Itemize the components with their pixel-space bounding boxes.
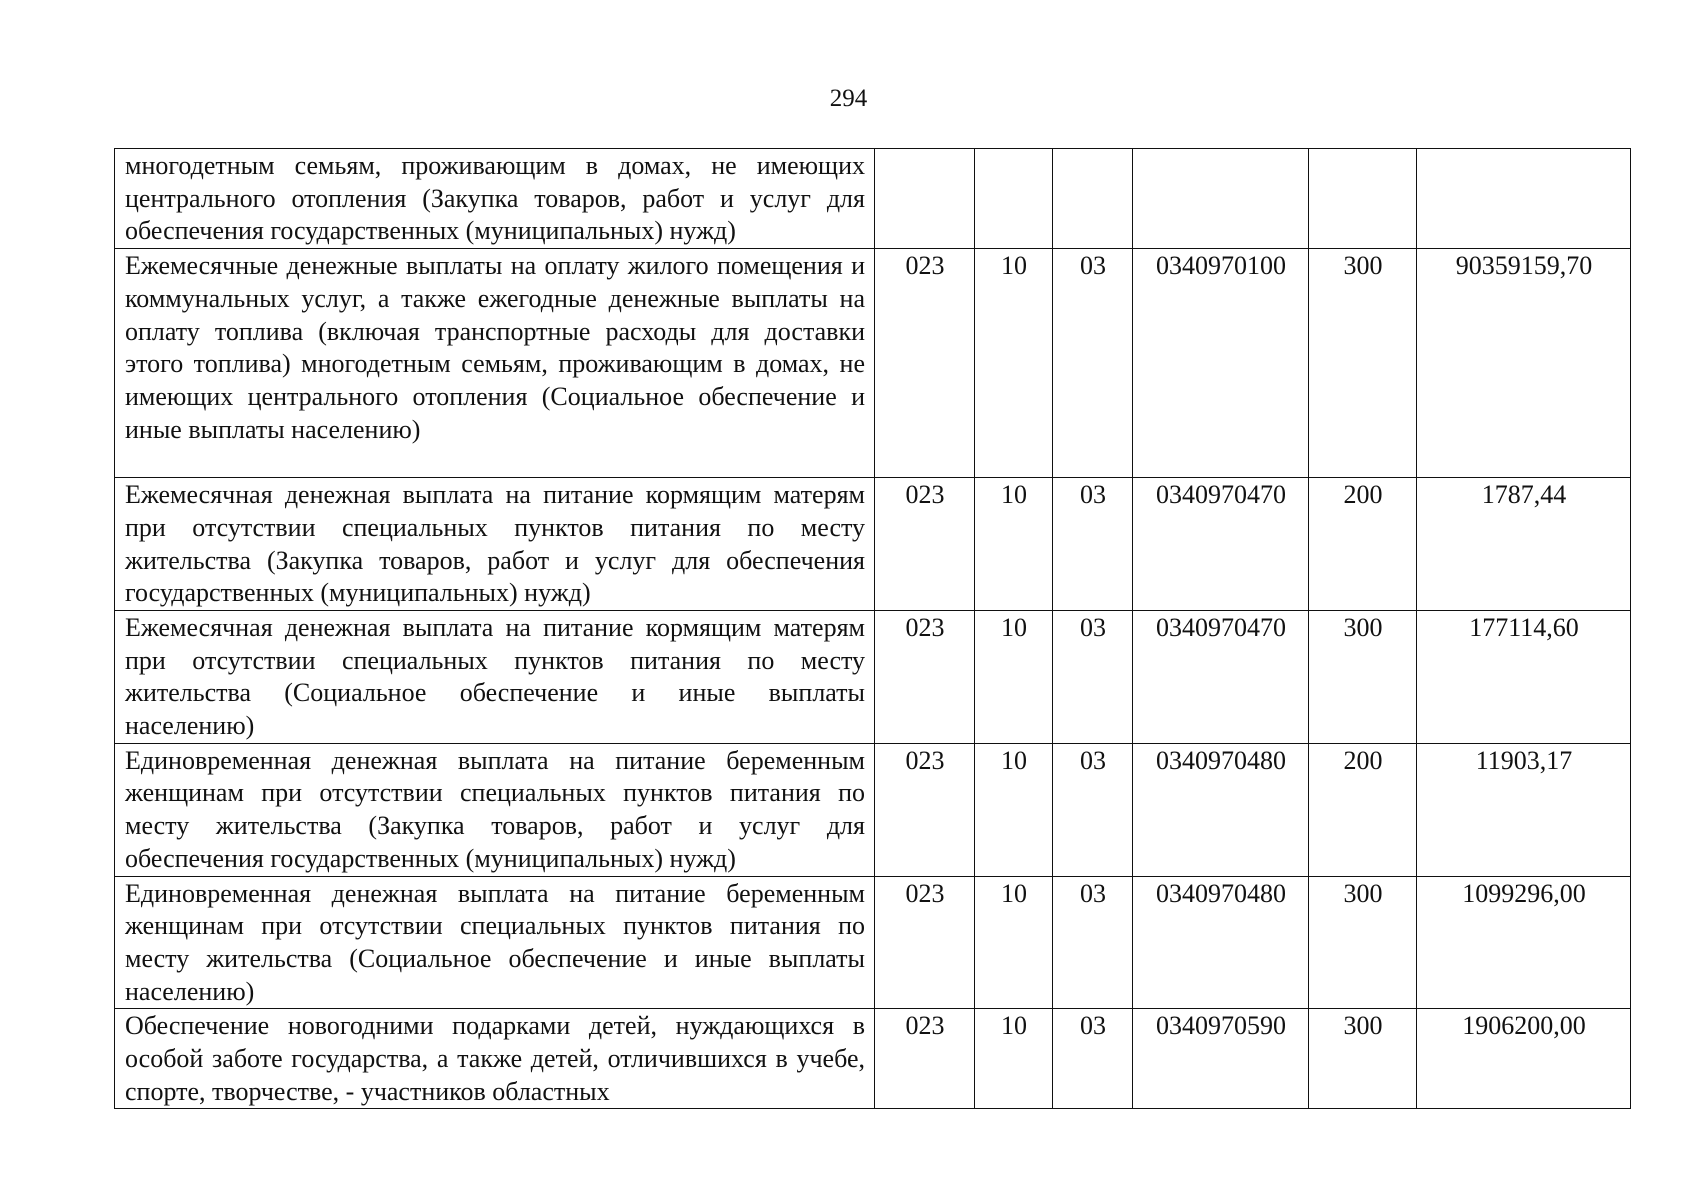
- target-item-code: 0340970590: [1133, 1009, 1309, 1109]
- table-row: [115, 478, 1631, 611]
- ministry-code: 023: [875, 876, 975, 1009]
- table-row: [115, 743, 1631, 876]
- target-item-code: 0340970470: [1133, 478, 1309, 611]
- subsection-code: 03: [1053, 743, 1133, 876]
- section-code: 10: [975, 249, 1053, 478]
- ministry-code: 023: [875, 478, 975, 611]
- budget-table: [114, 148, 1631, 1109]
- section-code: 10: [975, 743, 1053, 876]
- amount: [1417, 149, 1631, 249]
- row-description: Ежемесячные денежные выплаты на оплату жилого помещения и коммунальных услуг, а также ежегодные денежные выплаты на оплату топлива (включая транспортные расходы для доставки этого топлива) многодетным семьям, проживающим в домах, не имеющих центрального отопления (Социальное обеспечение и иные выплаты населению): [115, 249, 875, 478]
- target-item-code: 0340970470: [1133, 610, 1309, 743]
- subsection-code: 03: [1053, 478, 1133, 611]
- amount: 90359159,70: [1417, 249, 1631, 478]
- expense-type-code: 300: [1309, 610, 1417, 743]
- amount: 177114,60: [1417, 610, 1631, 743]
- subsection-code: 03: [1053, 876, 1133, 1009]
- section-code: 10: [975, 610, 1053, 743]
- amount: 1099296,00: [1417, 876, 1631, 1009]
- section-code: [975, 149, 1053, 249]
- amount: 1787,44: [1417, 478, 1631, 611]
- expense-type-code: 200: [1309, 743, 1417, 876]
- ministry-code: 023: [875, 1009, 975, 1109]
- target-item-code: [1133, 149, 1309, 249]
- row-description: Ежемесячная денежная выплата на питание кормящим матерям при отсутствии специальных пунктов питания по месту жительства (Закупка товаров, работ и услуг для обеспечения государственных (муниципальных) нужд): [115, 478, 875, 611]
- row-description: Обеспечение новогодними подарками детей, нуждающихся в особой заботе государства, а также детей, отличившихся в учебе, спорте, творчестве, - участников областных: [115, 1009, 875, 1109]
- ministry-code: 023: [875, 610, 975, 743]
- target-item-code: 0340970480: [1133, 876, 1309, 1009]
- ministry-code: 023: [875, 249, 975, 478]
- expense-type-code: 300: [1309, 249, 1417, 478]
- target-item-code: 0340970100: [1133, 249, 1309, 478]
- subsection-code: [1053, 149, 1133, 249]
- row-description: Единовременная денежная выплата на питание беременным женщинам при отсутствии специальных пунктов питания по месту жительства (Закупка товаров, работ и услуг для обеспечения государственных (муниципальных) нужд): [115, 743, 875, 876]
- expense-type-code: 300: [1309, 876, 1417, 1009]
- expense-type-code: 300: [1309, 1009, 1417, 1109]
- target-item-code: 0340970480: [1133, 743, 1309, 876]
- row-description: Единовременная денежная выплата на питание беременным женщинам при отсутствии специальных пунктов питания по месту жительства (Социальное обеспечение и иные выплаты населению): [115, 876, 875, 1009]
- subsection-code: 03: [1053, 610, 1133, 743]
- table-row: [115, 249, 1631, 478]
- ministry-code: [875, 149, 975, 249]
- amount: 11903,17: [1417, 743, 1631, 876]
- table-row: [115, 876, 1631, 1009]
- subsection-code: 03: [1053, 1009, 1133, 1109]
- table-row: [115, 149, 1631, 249]
- row-description: Ежемесячная денежная выплата на питание кормящим матерям при отсутствии специальных пунктов питания по месту жительства (Социальное обеспечение и иные выплаты населению): [115, 610, 875, 743]
- table-row: [115, 1009, 1631, 1109]
- subsection-code: 03: [1053, 249, 1133, 478]
- row-description: многодетным семьям, проживающим в домах, не имеющих центрального отопления (Закупка товаров, работ и услуг для обеспечения государственных (муниципальных) нужд): [115, 149, 875, 249]
- amount: 1906200,00: [1417, 1009, 1631, 1109]
- page-number: 294: [829, 85, 868, 112]
- section-code: 10: [975, 876, 1053, 1009]
- section-code: 10: [975, 478, 1053, 611]
- section-code: 10: [975, 1009, 1053, 1109]
- ministry-code: 023: [875, 743, 975, 876]
- expense-type-code: [1309, 149, 1417, 249]
- expense-type-code: 200: [1309, 478, 1417, 611]
- table-row: [115, 610, 1631, 743]
